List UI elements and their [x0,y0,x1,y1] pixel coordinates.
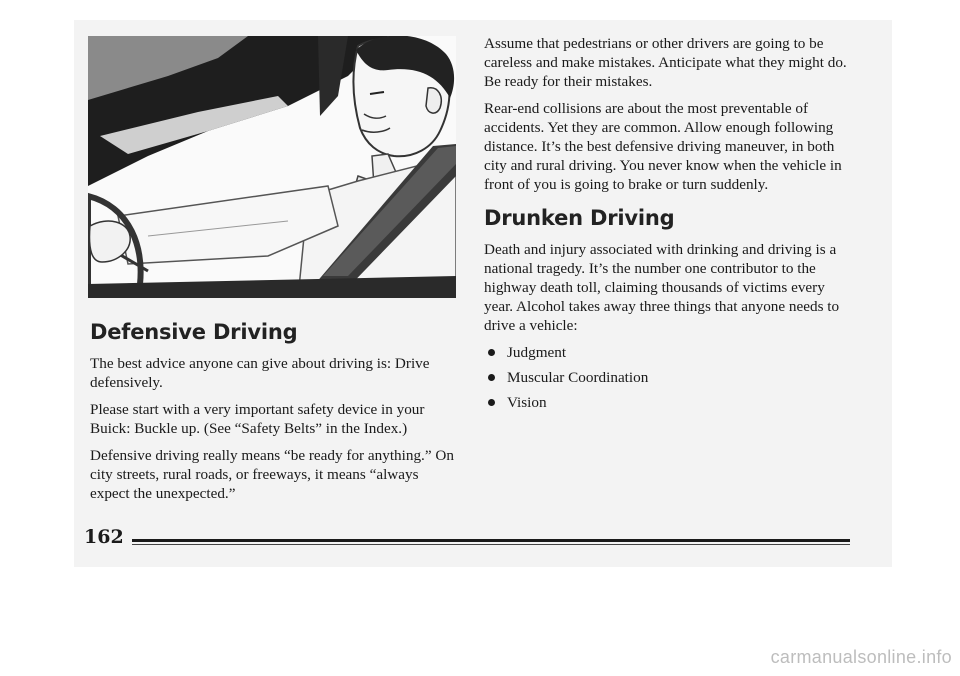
paragraph: Assume that pedestrians or other drivers are going to be careless and make mistakes. Anticipate what they might do. Be ready for their mistakes. [484,35,847,90]
bullet-text: Vision [507,394,547,411]
right-column [484,34,856,418]
paragraph: Rear-end collisions are about the most preventable of accidents. Yet they are common. Allow enough following distance. It’s the best defensive driving maneuver, in both city and rural driving. You never know when the vehicle in front of you is going to brake or turn suddenly. [484,100,842,193]
paragraph: The best advice anyone can give about driving is: Drive defensively. [90,355,430,391]
footer-rule-thin [132,544,850,545]
list-item [484,368,856,387]
paragraph: Death and injury associated with drinking and driving is a national tragedy. It’s the number one contributor to the highway death toll, claiming thousands of victims every year. Alcohol takes away three things that anyone needs to drive a vehicle: [484,241,840,334]
left-column [90,320,460,511]
list-item [484,393,856,412]
list-item [484,343,856,362]
bullet-icon [488,399,495,406]
bullet-icon [488,349,495,356]
heading-defensive-driving: Defensive Driving [90,320,298,344]
watermark-left [0,340,30,670]
page-footer [84,526,850,552]
bullet-text: Muscular Coordination [507,369,649,386]
bullet-text: Judgment [507,344,567,361]
paragraph: Defensive driving really means “be ready for anything.” On city streets, rural roads, or freeways, it means “always expect the unexpected.” [90,447,454,502]
heading-drunken-driving: Drunken Driving [484,206,675,230]
footer-rule [132,539,850,542]
watermark-bottom: carmanualsonline.info [770,647,952,667]
paragraph: Please start with a very important safety device in your Buick: Buckle up. (See “Safety Belts” in the Index.) [90,401,425,437]
bullet-icon [488,374,495,381]
page-number: 162 [84,526,124,548]
bullet-list [484,343,856,412]
driver-illustration [88,36,456,298]
